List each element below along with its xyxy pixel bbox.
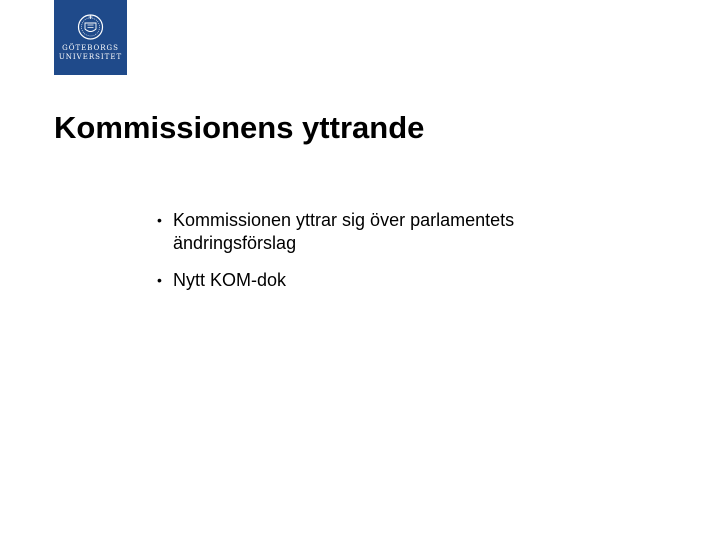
bullet-icon: • — [157, 272, 162, 288]
slide-title: Kommissionens yttrande — [54, 110, 425, 145]
bullet-list — [155, 209, 575, 306]
university-logo — [54, 0, 127, 75]
logo-text-line2: UNIVERSITET — [58, 53, 123, 61]
bullet-icon: • — [157, 212, 162, 228]
bullet-text: Nytt KOM-dok — [173, 270, 287, 290]
logo-text-line1: GÖTEBORGS — [62, 44, 119, 52]
university-seal-icon — [54, 0, 127, 44]
bullet-item — [155, 269, 575, 292]
bullet-item — [155, 209, 575, 255]
bullet-text: Kommissionen yttrar sig över parlamentets ändringsförslag — [173, 210, 515, 253]
